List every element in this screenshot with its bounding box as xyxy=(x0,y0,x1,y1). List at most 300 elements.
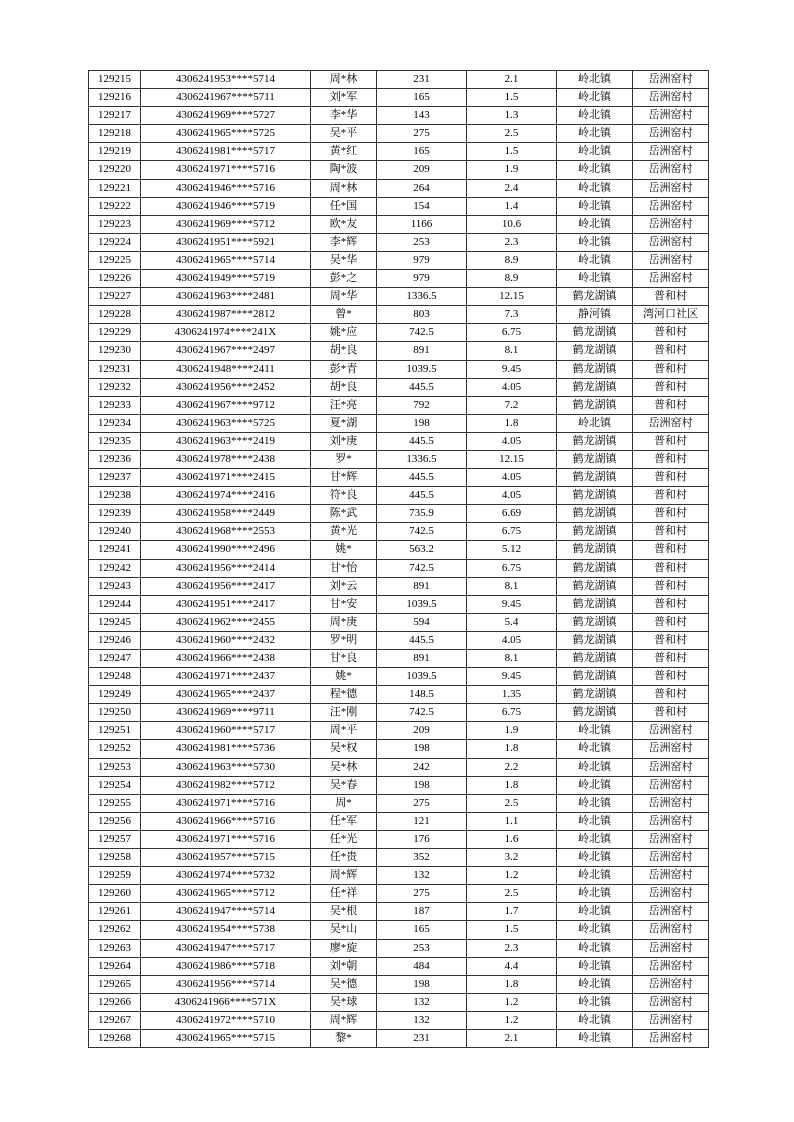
village-cell: 岳洲窑村 xyxy=(633,740,709,758)
area-cell: 1.1 xyxy=(467,812,557,830)
amount-cell: 352 xyxy=(377,849,467,867)
amount-cell: 1039.5 xyxy=(377,595,467,613)
town-cell: 鹤龙湖镇 xyxy=(557,686,633,704)
name-cell: 甘*良 xyxy=(311,650,377,668)
name-cell: 彭*青 xyxy=(311,360,377,378)
records-table xyxy=(88,70,709,1048)
table-row xyxy=(89,849,709,867)
id-number-cell: 4306241957****5715 xyxy=(141,849,311,867)
amount-cell: 742.5 xyxy=(377,559,467,577)
area-cell: 4.05 xyxy=(467,631,557,649)
town-cell: 岭北镇 xyxy=(557,722,633,740)
id-number-cell: 4306241956****5714 xyxy=(141,975,311,993)
amount-cell: 165 xyxy=(377,143,467,161)
id-number-cell: 4306241971****2437 xyxy=(141,668,311,686)
amount-cell: 209 xyxy=(377,722,467,740)
name-cell: 黄*光 xyxy=(311,523,377,541)
amount-cell: 1336.5 xyxy=(377,450,467,468)
town-cell: 岭北镇 xyxy=(557,1011,633,1029)
town-cell: 鹤龙湖镇 xyxy=(557,469,633,487)
town-cell: 岭北镇 xyxy=(557,89,633,107)
table-row xyxy=(89,613,709,631)
name-cell: 欧*友 xyxy=(311,215,377,233)
id-number-cell: 4306241971****5716 xyxy=(141,830,311,848)
area-cell: 7.2 xyxy=(467,396,557,414)
amount-cell: 253 xyxy=(377,233,467,251)
row-id-cell: 129237 xyxy=(89,469,141,487)
row-id-cell: 129238 xyxy=(89,487,141,505)
row-id-cell: 129259 xyxy=(89,867,141,885)
id-number-cell: 4306241962****2455 xyxy=(141,613,311,631)
name-cell: 任*军 xyxy=(311,812,377,830)
area-cell: 1.5 xyxy=(467,921,557,939)
town-cell: 岭北镇 xyxy=(557,867,633,885)
table-row xyxy=(89,360,709,378)
village-cell: 岳洲窑村 xyxy=(633,1011,709,1029)
row-id-cell: 129225 xyxy=(89,251,141,269)
row-id-cell: 129249 xyxy=(89,686,141,704)
table-row xyxy=(89,975,709,993)
town-cell: 岭北镇 xyxy=(557,830,633,848)
village-cell: 普和村 xyxy=(633,559,709,577)
table-row xyxy=(89,161,709,179)
name-cell: 夏*湖 xyxy=(311,414,377,432)
table-row xyxy=(89,324,709,342)
id-number-cell: 4306241969****5712 xyxy=(141,215,311,233)
town-cell: 岭北镇 xyxy=(557,812,633,830)
village-cell: 岳洲窑村 xyxy=(633,957,709,975)
town-cell: 岭北镇 xyxy=(557,849,633,867)
name-cell: 任*国 xyxy=(311,197,377,215)
village-cell: 普和村 xyxy=(633,487,709,505)
table-row xyxy=(89,577,709,595)
area-cell: 6.75 xyxy=(467,324,557,342)
table-row xyxy=(89,650,709,668)
village-cell: 岳洲窑村 xyxy=(633,143,709,161)
amount-cell: 198 xyxy=(377,414,467,432)
row-id-cell: 129263 xyxy=(89,939,141,957)
id-number-cell: 4306241987****2812 xyxy=(141,306,311,324)
id-number-cell: 4306241946****5716 xyxy=(141,179,311,197)
name-cell: 周*辉 xyxy=(311,1011,377,1029)
village-cell: 岳洲窑村 xyxy=(633,125,709,143)
area-cell: 7.3 xyxy=(467,306,557,324)
village-cell: 岳洲窑村 xyxy=(633,197,709,215)
row-id-cell: 129218 xyxy=(89,125,141,143)
amount-cell: 264 xyxy=(377,179,467,197)
id-number-cell: 4306241947****5714 xyxy=(141,903,311,921)
row-id-cell: 129232 xyxy=(89,378,141,396)
area-cell: 5.4 xyxy=(467,613,557,631)
table-row xyxy=(89,469,709,487)
area-cell: 4.4 xyxy=(467,957,557,975)
village-cell: 岳洲窑村 xyxy=(633,758,709,776)
area-cell: 1.8 xyxy=(467,776,557,794)
amount-cell: 242 xyxy=(377,758,467,776)
town-cell: 鹤龙湖镇 xyxy=(557,559,633,577)
village-cell: 普和村 xyxy=(633,523,709,541)
village-cell: 岳洲窑村 xyxy=(633,107,709,125)
area-cell: 4.05 xyxy=(467,432,557,450)
town-cell: 岭北镇 xyxy=(557,993,633,1011)
table-row xyxy=(89,505,709,523)
amount-cell: 742.5 xyxy=(377,523,467,541)
id-number-cell: 4306241946****5719 xyxy=(141,197,311,215)
amount-cell: 445.5 xyxy=(377,631,467,649)
table-row xyxy=(89,794,709,812)
village-cell: 岳洲窑村 xyxy=(633,414,709,432)
town-cell: 鹤龙湖镇 xyxy=(557,487,633,505)
table-row xyxy=(89,867,709,885)
name-cell: 吴*权 xyxy=(311,740,377,758)
area-cell: 1.9 xyxy=(467,161,557,179)
village-cell: 普和村 xyxy=(633,541,709,559)
town-cell: 鹤龙湖镇 xyxy=(557,541,633,559)
id-number-cell: 4306241974****5732 xyxy=(141,867,311,885)
amount-cell: 198 xyxy=(377,975,467,993)
amount-cell: 165 xyxy=(377,89,467,107)
name-cell: 黄*红 xyxy=(311,143,377,161)
table-row xyxy=(89,306,709,324)
row-id-cell: 129244 xyxy=(89,595,141,613)
table-row xyxy=(89,215,709,233)
area-cell: 8.1 xyxy=(467,342,557,360)
table-row xyxy=(89,885,709,903)
village-cell: 普和村 xyxy=(633,469,709,487)
row-id-cell: 129258 xyxy=(89,849,141,867)
village-cell: 普和村 xyxy=(633,668,709,686)
row-id-cell: 129231 xyxy=(89,360,141,378)
table-row xyxy=(89,668,709,686)
town-cell: 鹤龙湖镇 xyxy=(557,342,633,360)
village-cell: 岳洲窑村 xyxy=(633,993,709,1011)
town-cell: 岭北镇 xyxy=(557,957,633,975)
name-cell: 罗*明 xyxy=(311,631,377,649)
row-id-cell: 129239 xyxy=(89,505,141,523)
area-cell: 10.6 xyxy=(467,215,557,233)
town-cell: 岭北镇 xyxy=(557,414,633,432)
amount-cell: 1039.5 xyxy=(377,668,467,686)
village-cell: 岳洲窑村 xyxy=(633,812,709,830)
town-cell: 岭北镇 xyxy=(557,215,633,233)
area-cell: 2.1 xyxy=(467,71,557,89)
amount-cell: 198 xyxy=(377,776,467,794)
row-id-cell: 129241 xyxy=(89,541,141,559)
table-row xyxy=(89,89,709,107)
row-id-cell: 129255 xyxy=(89,794,141,812)
table-row xyxy=(89,233,709,251)
town-cell: 岭北镇 xyxy=(557,921,633,939)
id-number-cell: 4306241981****5736 xyxy=(141,740,311,758)
id-number-cell: 4306241963****2419 xyxy=(141,432,311,450)
area-cell: 1.35 xyxy=(467,686,557,704)
town-cell: 岭北镇 xyxy=(557,975,633,993)
amount-cell: 148.5 xyxy=(377,686,467,704)
table-row xyxy=(89,993,709,1011)
row-id-cell: 129220 xyxy=(89,161,141,179)
amount-cell: 484 xyxy=(377,957,467,975)
village-cell: 岳洲窑村 xyxy=(633,975,709,993)
row-id-cell: 129250 xyxy=(89,704,141,722)
name-cell: 黎* xyxy=(311,1029,377,1047)
id-number-cell: 4306241971****2415 xyxy=(141,469,311,487)
amount-cell: 742.5 xyxy=(377,704,467,722)
id-number-cell: 4306241951****2417 xyxy=(141,595,311,613)
table-row xyxy=(89,71,709,89)
town-cell: 岭北镇 xyxy=(557,270,633,288)
table-row xyxy=(89,903,709,921)
row-id-cell: 129256 xyxy=(89,812,141,830)
name-cell: 刘*云 xyxy=(311,577,377,595)
name-cell: 李*华 xyxy=(311,107,377,125)
village-cell: 普和村 xyxy=(633,378,709,396)
area-cell: 6.75 xyxy=(467,523,557,541)
village-cell: 普和村 xyxy=(633,577,709,595)
name-cell: 刘*庚 xyxy=(311,432,377,450)
town-cell: 鹤龙湖镇 xyxy=(557,288,633,306)
name-cell: 李*辉 xyxy=(311,233,377,251)
town-cell: 鹤龙湖镇 xyxy=(557,450,633,468)
village-cell: 普和村 xyxy=(633,505,709,523)
area-cell: 2.5 xyxy=(467,125,557,143)
name-cell: 周*林 xyxy=(311,71,377,89)
town-cell: 岭北镇 xyxy=(557,1029,633,1047)
id-number-cell: 4306241949****5719 xyxy=(141,270,311,288)
table-row xyxy=(89,197,709,215)
name-cell: 廖*旋 xyxy=(311,939,377,957)
amount-cell: 176 xyxy=(377,830,467,848)
village-cell: 岳洲窑村 xyxy=(633,921,709,939)
row-id-cell: 129240 xyxy=(89,523,141,541)
amount-cell: 143 xyxy=(377,107,467,125)
row-id-cell: 129264 xyxy=(89,957,141,975)
id-number-cell: 4306241966****571X xyxy=(141,993,311,1011)
row-id-cell: 129219 xyxy=(89,143,141,161)
table-row xyxy=(89,414,709,432)
area-cell: 2.5 xyxy=(467,794,557,812)
village-cell: 岳洲窑村 xyxy=(633,270,709,288)
name-cell: 甘*怡 xyxy=(311,559,377,577)
table-row xyxy=(89,686,709,704)
name-cell: 姚* xyxy=(311,541,377,559)
town-cell: 岭北镇 xyxy=(557,233,633,251)
row-id-cell: 129248 xyxy=(89,668,141,686)
town-cell: 岭北镇 xyxy=(557,143,633,161)
table-row xyxy=(89,450,709,468)
row-id-cell: 129265 xyxy=(89,975,141,993)
amount-cell: 735.9 xyxy=(377,505,467,523)
amount-cell: 563.2 xyxy=(377,541,467,559)
table-row xyxy=(89,1011,709,1029)
id-number-cell: 4306241972****5710 xyxy=(141,1011,311,1029)
name-cell: 符*良 xyxy=(311,487,377,505)
row-id-cell: 129227 xyxy=(89,288,141,306)
village-cell: 普和村 xyxy=(633,650,709,668)
row-id-cell: 129262 xyxy=(89,921,141,939)
town-cell: 鹤龙湖镇 xyxy=(557,595,633,613)
table-row xyxy=(89,251,709,269)
id-number-cell: 4306241953****5714 xyxy=(141,71,311,89)
village-cell: 岳洲窑村 xyxy=(633,179,709,197)
village-cell: 湾河口社区 xyxy=(633,306,709,324)
village-cell: 岳洲窑村 xyxy=(633,722,709,740)
id-number-cell: 4306241978****2438 xyxy=(141,450,311,468)
id-number-cell: 4306241956****2417 xyxy=(141,577,311,595)
table-row xyxy=(89,541,709,559)
id-number-cell: 4306241968****2553 xyxy=(141,523,311,541)
area-cell: 1.9 xyxy=(467,722,557,740)
town-cell: 岭北镇 xyxy=(557,107,633,125)
id-number-cell: 4306241969****9711 xyxy=(141,704,311,722)
town-cell: 岭北镇 xyxy=(557,161,633,179)
id-number-cell: 4306241963****5730 xyxy=(141,758,311,776)
id-number-cell: 4306241965****5714 xyxy=(141,251,311,269)
town-cell: 岭北镇 xyxy=(557,939,633,957)
id-number-cell: 4306241967****9712 xyxy=(141,396,311,414)
area-cell: 9.45 xyxy=(467,360,557,378)
name-cell: 程*德 xyxy=(311,686,377,704)
village-cell: 岳洲窑村 xyxy=(633,794,709,812)
amount-cell: 209 xyxy=(377,161,467,179)
amount-cell: 253 xyxy=(377,939,467,957)
table-row xyxy=(89,704,709,722)
village-cell: 普和村 xyxy=(633,686,709,704)
town-cell: 岭北镇 xyxy=(557,885,633,903)
town-cell: 鹤龙湖镇 xyxy=(557,432,633,450)
name-cell: 周*林 xyxy=(311,179,377,197)
name-cell: 周*辉 xyxy=(311,867,377,885)
name-cell: 甘*辉 xyxy=(311,469,377,487)
town-cell: 岭北镇 xyxy=(557,903,633,921)
amount-cell: 445.5 xyxy=(377,432,467,450)
area-cell: 6.75 xyxy=(467,559,557,577)
town-cell: 岭北镇 xyxy=(557,251,633,269)
amount-cell: 1336.5 xyxy=(377,288,467,306)
amount-cell: 275 xyxy=(377,885,467,903)
village-cell: 普和村 xyxy=(633,631,709,649)
area-cell: 6.75 xyxy=(467,704,557,722)
name-cell: 胡*良 xyxy=(311,342,377,360)
name-cell: 胡*良 xyxy=(311,378,377,396)
area-cell: 1.2 xyxy=(467,993,557,1011)
area-cell: 1.5 xyxy=(467,143,557,161)
village-cell: 普和村 xyxy=(633,396,709,414)
name-cell: 任*光 xyxy=(311,830,377,848)
row-id-cell: 129242 xyxy=(89,559,141,577)
name-cell: 吴*球 xyxy=(311,993,377,1011)
village-cell: 岳洲窑村 xyxy=(633,776,709,794)
area-cell: 1.8 xyxy=(467,414,557,432)
town-cell: 鹤龙湖镇 xyxy=(557,505,633,523)
village-cell: 普和村 xyxy=(633,324,709,342)
amount-cell: 445.5 xyxy=(377,378,467,396)
amount-cell: 891 xyxy=(377,342,467,360)
name-cell: 汪*刚 xyxy=(311,704,377,722)
id-number-cell: 4306241951****5921 xyxy=(141,233,311,251)
row-id-cell: 129223 xyxy=(89,215,141,233)
amount-cell: 445.5 xyxy=(377,487,467,505)
town-cell: 鹤龙湖镇 xyxy=(557,631,633,649)
table-row xyxy=(89,143,709,161)
name-cell: 刘*军 xyxy=(311,89,377,107)
amount-cell: 275 xyxy=(377,125,467,143)
id-number-cell: 4306241965****5712 xyxy=(141,885,311,903)
table-row xyxy=(89,1029,709,1047)
area-cell: 4.05 xyxy=(467,487,557,505)
town-cell: 鹤龙湖镇 xyxy=(557,668,633,686)
amount-cell: 742.5 xyxy=(377,324,467,342)
id-number-cell: 4306241986****5718 xyxy=(141,957,311,975)
id-number-cell: 4306241969****5727 xyxy=(141,107,311,125)
village-cell: 岳洲窑村 xyxy=(633,215,709,233)
name-cell: 陈*武 xyxy=(311,505,377,523)
town-cell: 鹤龙湖镇 xyxy=(557,396,633,414)
id-number-cell: 4306241965****5715 xyxy=(141,1029,311,1047)
id-number-cell: 4306241963****5725 xyxy=(141,414,311,432)
row-id-cell: 129247 xyxy=(89,650,141,668)
area-cell: 8.9 xyxy=(467,251,557,269)
amount-cell: 803 xyxy=(377,306,467,324)
town-cell: 鹤龙湖镇 xyxy=(557,613,633,631)
table-row xyxy=(89,270,709,288)
village-cell: 普和村 xyxy=(633,342,709,360)
town-cell: 岭北镇 xyxy=(557,794,633,812)
row-id-cell: 129233 xyxy=(89,396,141,414)
row-id-cell: 129226 xyxy=(89,270,141,288)
table-row xyxy=(89,523,709,541)
name-cell: 周* xyxy=(311,794,377,812)
row-id-cell: 129261 xyxy=(89,903,141,921)
table-row xyxy=(89,396,709,414)
table-row xyxy=(89,432,709,450)
amount-cell: 979 xyxy=(377,270,467,288)
area-cell: 2.3 xyxy=(467,233,557,251)
row-id-cell: 129260 xyxy=(89,885,141,903)
area-cell: 2.1 xyxy=(467,1029,557,1047)
amount-cell: 594 xyxy=(377,613,467,631)
table-body xyxy=(89,71,709,1048)
village-cell: 普和村 xyxy=(633,288,709,306)
row-id-cell: 129217 xyxy=(89,107,141,125)
table-row xyxy=(89,342,709,360)
table-row xyxy=(89,921,709,939)
row-id-cell: 129229 xyxy=(89,324,141,342)
id-number-cell: 4306241948****2411 xyxy=(141,360,311,378)
id-number-cell: 4306241971****5716 xyxy=(141,794,311,812)
table-row xyxy=(89,758,709,776)
village-cell: 岳洲窑村 xyxy=(633,89,709,107)
amount-cell: 132 xyxy=(377,867,467,885)
amount-cell: 792 xyxy=(377,396,467,414)
name-cell: 周*华 xyxy=(311,288,377,306)
id-number-cell: 4306241954****5738 xyxy=(141,921,311,939)
row-id-cell: 129246 xyxy=(89,631,141,649)
row-id-cell: 129267 xyxy=(89,1011,141,1029)
row-id-cell: 129245 xyxy=(89,613,141,631)
area-cell: 2.4 xyxy=(467,179,557,197)
amount-cell: 165 xyxy=(377,921,467,939)
town-cell: 岭北镇 xyxy=(557,71,633,89)
row-id-cell: 129235 xyxy=(89,432,141,450)
name-cell: 任*贵 xyxy=(311,849,377,867)
area-cell: 4.05 xyxy=(467,469,557,487)
village-cell: 岳洲窑村 xyxy=(633,830,709,848)
amount-cell: 231 xyxy=(377,1029,467,1047)
town-cell: 岭北镇 xyxy=(557,179,633,197)
table-row xyxy=(89,776,709,794)
name-cell: 彭*之 xyxy=(311,270,377,288)
name-cell: 周*平 xyxy=(311,722,377,740)
